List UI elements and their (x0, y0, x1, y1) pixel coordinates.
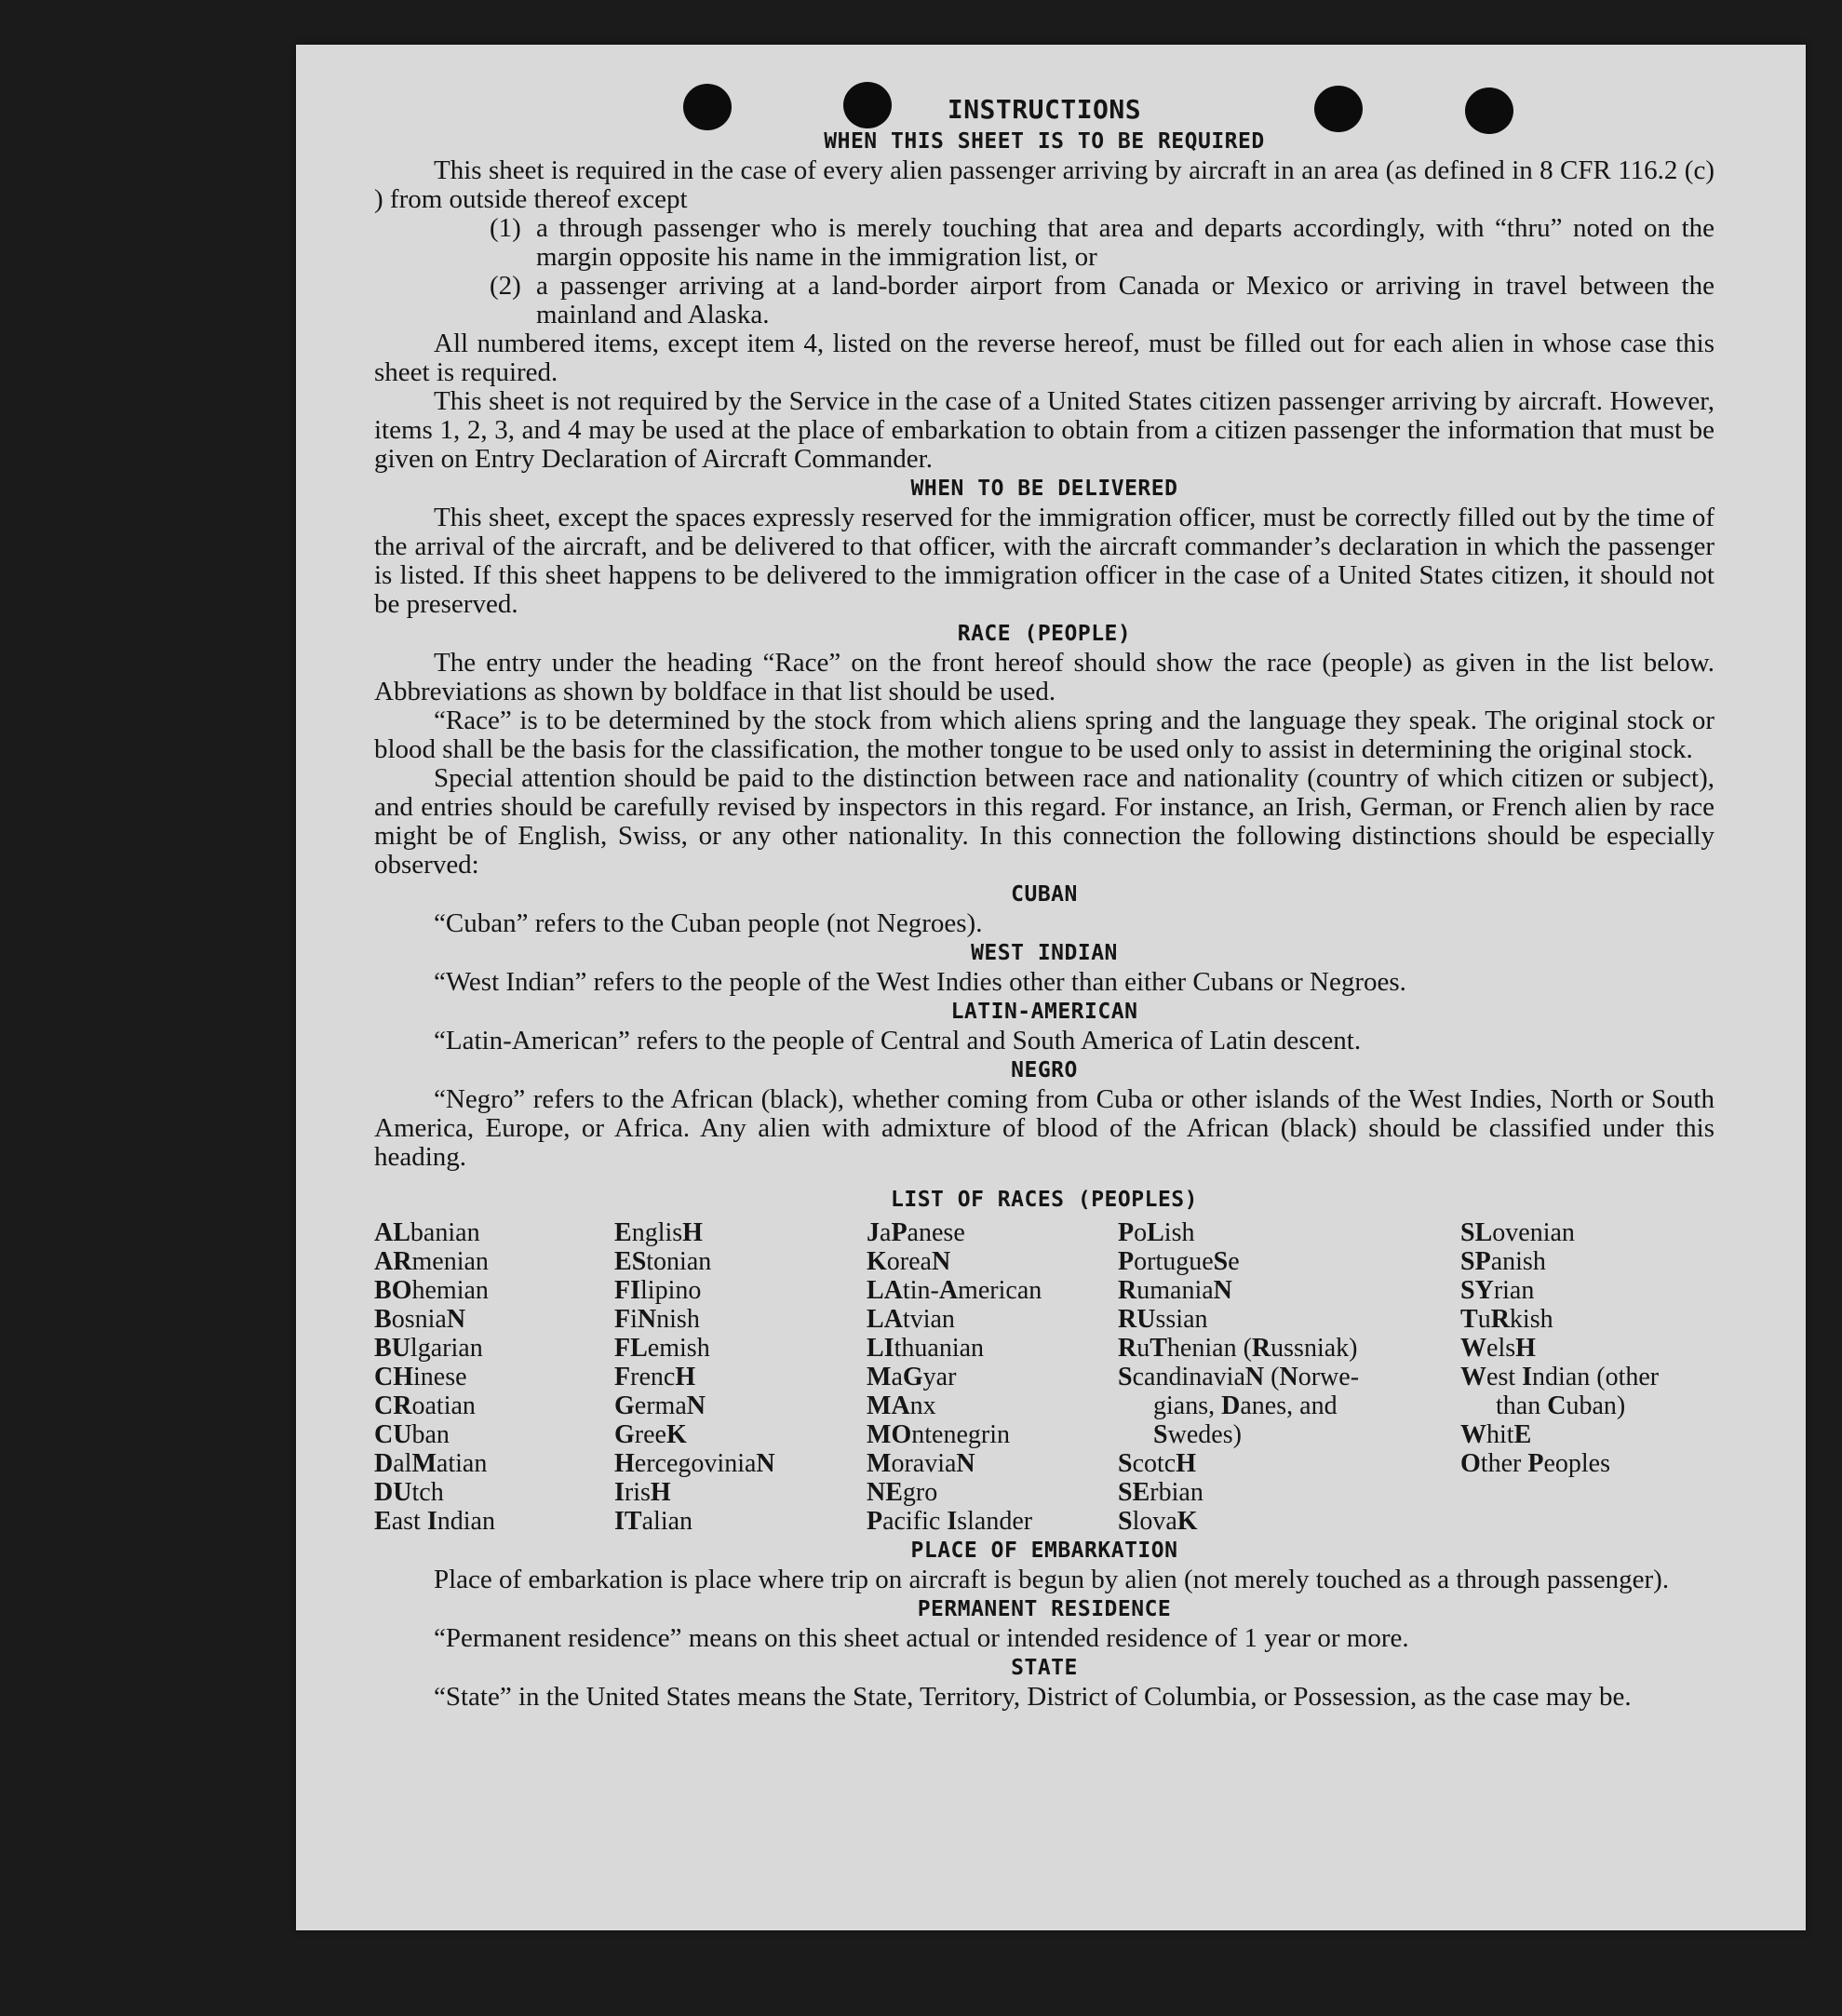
exception-item-2 (490, 272, 1714, 329)
race-entry: EnglisH (614, 1218, 703, 1247)
race-para-1: The entry under the heading “Race” on the front hereof should show the race (people) as given in the list below. Abbreviations as shown by boldface in that list should be used. (374, 648, 1714, 706)
race-entry: FrencH (614, 1363, 696, 1391)
race-entry: PortugueSe (1118, 1247, 1240, 1276)
race-entry: FLemish (614, 1334, 710, 1363)
race-entry: BOhemian (374, 1276, 489, 1305)
race-entry: GermaN (614, 1391, 706, 1420)
item-text: a through passenger who is merely touching that area and departs accordingly, with “thru” noted on the margin opposite his name in the immigration list, or (536, 213, 1714, 272)
negro-definition: “Negro” refers to the African (black), whether coming from Cuba or other islands of the West Indies, North or South America, Europe, or Africa. Any alien with admixture of blood of the African (black) should be classified under this heading. (374, 1084, 1714, 1172)
section-heading-embarkation: PLACE OF EMBARKATION (910, 1539, 1178, 1563)
embarkation-text: Place of embarkation is place where trip on aircraft is begun by alien (not merely touched as a through passenger). (434, 1565, 1670, 1594)
race-entry: BUlgarian (374, 1334, 483, 1363)
race-entry: LAtin-American (867, 1276, 1042, 1305)
race-entry: IrisH (614, 1478, 671, 1507)
race-entry: WelsH (1460, 1334, 1536, 1363)
instructions-content (374, 93, 1714, 1712)
race-entry: WhitE (1460, 1420, 1532, 1449)
item-number: (1) (490, 213, 521, 243)
races-column (374, 1218, 614, 1536)
race-entry: EStonian (614, 1247, 712, 1276)
race-entry: RUssian (1118, 1305, 1208, 1334)
race-entry: PoLish (1118, 1218, 1195, 1247)
race-entry: DalMatian (374, 1449, 488, 1478)
exception-item-1 (490, 214, 1714, 272)
when-delivered-para: This sheet, except the spaces expressly reserved for the immigration officer, must be correctly filled out by the time of the arrival of the aircraft, and be delivered to that officer, with the aircraft commander’s declaration in which the passenger is listed. If this sheet happens to be delivered to the immigration officer in the case of a United States citizen, it should not be preserved. (374, 503, 1714, 619)
state-text: “State” in the United States means the State, Territory, District of Columbia, or Possession, as the case may be. (434, 1682, 1632, 1712)
race-entry: BosniaN (374, 1305, 466, 1334)
race-entry: SlovaK (1118, 1507, 1198, 1536)
item-text: a passenger arriving at a land-border airport from Canada or Mexico or arriving in travel between the mainland and Alaska. (536, 271, 1714, 329)
races-list (374, 1218, 1714, 1536)
race-entry: ScotcH (1118, 1449, 1197, 1478)
race-entry: Pacific Islander (867, 1507, 1033, 1536)
race-entry: MOntenegrin (867, 1420, 1010, 1449)
race-para-2: “Race” is to be determined by the stock from which aliens spring and the language they speak. The original stock or blood shall be the basis for the classification, the mother tongue to be used only to assist in determining the original stock. (374, 706, 1714, 764)
race-entry: ALbanian (374, 1218, 480, 1247)
races-column (867, 1218, 1118, 1536)
race-entry: CHinese (374, 1363, 467, 1391)
when-required-intro: This sheet is required in the case of every alien passenger arriving by aircraft in an area (as defined in 8 CFR 116.2 (c) ) from outside thereof except (374, 155, 1714, 214)
section-heading-when-required: WHEN THIS SHEET IS TO BE REQUIRED (824, 129, 1265, 154)
race-entry: than Cuban) (1496, 1391, 1626, 1420)
permanent-residence-text: “Permanent residence” means on this sheet actual or intended residence of 1 year or more. (434, 1623, 1409, 1653)
race-entry: West Indian (other (1460, 1363, 1660, 1391)
section-heading-when-delivered: WHEN TO BE DELIVERED (910, 477, 1178, 501)
race-entry: CRoatian (374, 1391, 476, 1420)
form-sheet (296, 45, 1806, 1930)
race-entry: RuThenian (Russniak) (1118, 1334, 1358, 1363)
race-entry: TuRkish (1460, 1305, 1553, 1334)
race-entry: ScandinaviaN (Norwe- (1118, 1363, 1360, 1391)
race-entry: FiNnish (614, 1305, 700, 1334)
race-entry: ARmenian (374, 1247, 489, 1276)
cuban-definition: “Cuban” refers to the Cuban people (not Negroes). (434, 908, 983, 938)
race-entry: CUban (374, 1420, 450, 1449)
race-entry: LIthuanian (867, 1334, 985, 1363)
race-entry: SYrian (1460, 1276, 1535, 1305)
section-heading-state: STATE (1011, 1656, 1078, 1680)
race-entry: RumaniaN (1118, 1276, 1232, 1305)
section-heading-west-indian: WEST INDIAN (971, 941, 1118, 965)
section-heading-permanent-residence: PERMANENT RESIDENCE (917, 1597, 1172, 1621)
when-required-para-2: All numbered items, except item 4, listed on the reverse hereof, must be filled out for each alien in whose case this sheet is required. (374, 329, 1714, 387)
west-indian-definition: “West Indian” refers to the people of the West Indies other than either Cubans or Negroes. (434, 967, 1406, 997)
race-entry: MAnx (867, 1391, 936, 1420)
race-entry: KoreaN (867, 1247, 951, 1276)
race-entry: MaGyar (867, 1363, 957, 1391)
race-para-3: Special attention should be paid to the distinction between race and nationality (country of which citizen or subject), and entries should be carefully revised by inspectors in this regard. For instance, an Irish, German, or French alien by race might be of English, Swiss, or any other nationality. In this connection the following distinctions should be especially observed: (374, 763, 1714, 880)
race-entry: JaPanese (867, 1218, 965, 1247)
race-entry: HercegoviniaN (614, 1449, 775, 1478)
race-entry: SLovenian (1460, 1218, 1575, 1247)
when-required-para-3: This sheet is not required by the Service in the case of a United States citizen passenger arriving by aircraft. However, items 1, 2, 3, and 4 may be used at the place of embarkation to obtain from a citizen passenger the information that must be given on Entry Declaration of Aircraft Commander. (374, 386, 1714, 474)
section-heading-negro: NEGRO (1011, 1058, 1078, 1082)
race-entry: NEgro (867, 1478, 938, 1507)
section-heading-latin-american: LATIN-AMERICAN (950, 1000, 1138, 1024)
race-entry: MoraviaN (867, 1449, 975, 1478)
race-entry: LAtvian (867, 1305, 955, 1334)
race-entry: SErbian (1118, 1478, 1203, 1507)
race-entry: East Indian (374, 1507, 495, 1536)
section-heading-cuban: CUBAN (1011, 882, 1078, 907)
race-entry: gians, Danes, and (1153, 1391, 1338, 1420)
races-column (1118, 1218, 1460, 1536)
race-entry: SPanish (1460, 1247, 1546, 1276)
race-entry: ITalian (614, 1507, 693, 1536)
section-heading-race: RACE (PEOPLE) (957, 622, 1132, 646)
race-entry: Swedes) (1153, 1420, 1242, 1449)
race-entry: GreeK (614, 1420, 687, 1449)
race-entry: FIlipino (614, 1276, 702, 1305)
races-column (614, 1218, 867, 1536)
race-entry: Other Peoples (1460, 1449, 1610, 1478)
item-number: (2) (490, 271, 521, 301)
latin-american-definition: “Latin-American” refers to the people of Central and South America of Latin descent. (434, 1026, 1362, 1055)
section-heading-list-of-races: LIST OF RACES (PEOPLES) (891, 1188, 1198, 1212)
races-column (1460, 1218, 1712, 1536)
race-entry: DUtch (374, 1478, 444, 1507)
page-title: INSTRUCTIONS (947, 94, 1142, 125)
